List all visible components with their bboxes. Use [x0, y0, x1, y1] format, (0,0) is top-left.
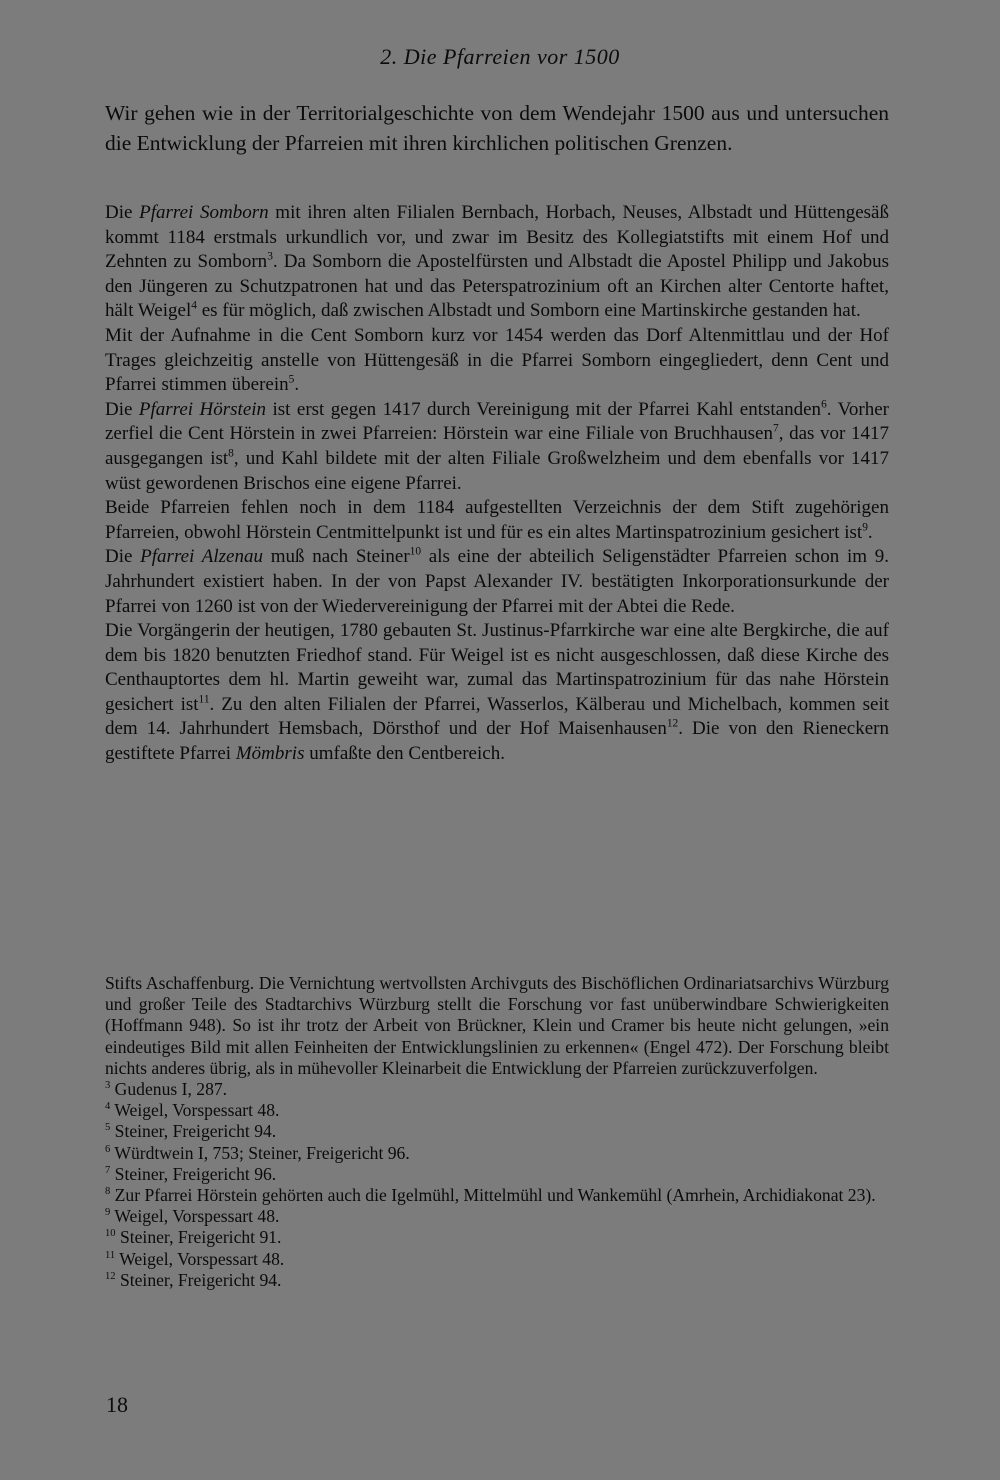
text-run: . Die von den Rieneckern gestiftete Pfarrei: [105, 718, 889, 765]
text-run: Die: [105, 398, 139, 420]
footnote-ref: 10: [409, 545, 422, 558]
text-run: . Da Somborn die Apostelfürsten und Albstadt die Apostel Philipp und Jakobus den Jüngeren zu Schutzpatronen hat und das Peterspatrozinium oft an Kirchen alter Centorte haftet, hält Weigel: [105, 251, 889, 322]
footnote-ref: 11: [198, 693, 210, 706]
text-run: . Zu den alten Filialen der Pfarrei, Wasserlos, Kälberau und Michelbach, kommen seit dem 14. Jahrhundert Hemsbach, Dörsthof und der Hof Maisenhausen: [105, 693, 890, 740]
emphasis: Pfarrei Hörstein: [138, 398, 267, 420]
footnote-text: Weigel, Vorspessart 48.: [115, 1248, 285, 1269]
text-run: umfaßte den Centbereich.: [304, 743, 505, 765]
footnote: [105, 1206, 889, 1227]
text-run: als eine der abteilich Seligenstädter Pfarreien schon im 9. Jahrhundert existiert haben. In der von Papst Alexander IV. bestätigten Inkorporationsurkunde der Pfarrei von 1260 ist von der Wiedervereinigung der Pfarrei mit der Abtei die Rede.: [105, 546, 889, 617]
footnote-text: Steiner, Freigericht 96.: [110, 1163, 277, 1184]
text-run: mit ihren alten Filialen Bernbach, Horbach, Neuses, Albstadt und Hüttengesäß kommt 1184 erstmals urkundlich vor, und zwar im Besitz des Kollegiatstifts mit einem Hof und Zehnten zu Somborn: [105, 202, 889, 273]
footnote-ref: 6: [821, 398, 827, 411]
text-run: .: [867, 521, 873, 543]
text-run: , das vor 1417 ausgegangen ist: [105, 423, 889, 469]
footnote-text: Weigel, Vorspessart 48.: [110, 1100, 280, 1121]
intro-paragraph: [105, 99, 889, 158]
paragraph-alzenau: [105, 545, 889, 619]
text-run: . Vorher zerfiel die Cent Hörstein in zwei Pfarreien: Hörstein war eine Filiale von Bruchhausen: [105, 398, 889, 445]
footnote: [105, 1079, 889, 1100]
footnote: [105, 1249, 889, 1270]
footnote: [105, 1164, 889, 1185]
footnote: [105, 1185, 889, 1206]
footnote-text: Zur Pfarrei Hörstein gehörten auch die Igelmühl, Mittelmühl und Wankemühl (Amrhein, Archidiakonat 23).: [110, 1185, 876, 1206]
paragraph-bergkirche: [105, 619, 889, 767]
footnote-text: Würdtwein I, 753; Steiner, Freigericht 96.: [110, 1142, 410, 1163]
footnote-text: Steiner, Freigericht 91.: [115, 1227, 282, 1248]
footnote-ref: 9: [862, 521, 868, 534]
footnote-text: Steiner, Freigericht 94.: [115, 1269, 282, 1290]
paragraph-verzeichnis: [105, 496, 889, 545]
text-run: Die: [105, 546, 141, 568]
footnote-ref: 5: [288, 373, 295, 386]
footnote: [105, 1270, 889, 1291]
footnote-text: Gudenus I, 287.: [110, 1079, 228, 1100]
text-run: es für möglich, daß zwischen Albstadt und Somborn eine Martinskirche gestanden hat.: [196, 300, 861, 322]
footnote-number: 5: [105, 1122, 111, 1134]
footnote-text: Weigel, Vorspessart 48.: [110, 1206, 280, 1227]
main-text: [105, 201, 889, 767]
emphasis: Mömbris: [235, 743, 305, 765]
footnote-number: 7: [105, 1164, 111, 1176]
footnote-number: 3: [105, 1080, 111, 1092]
footnote-number: 8: [105, 1186, 111, 1198]
footnote: [105, 1100, 889, 1121]
text-run: muß nach Steiner: [262, 546, 410, 568]
footnote-number: 11: [105, 1249, 116, 1261]
paragraph-hoerstein: [105, 398, 889, 496]
footnote-number: 4: [105, 1101, 111, 1113]
footnotes: [105, 973, 889, 1291]
footnote: [105, 1143, 889, 1164]
footnote-ref: 8: [228, 447, 234, 460]
emphasis: Pfarrei Alzenau: [140, 546, 263, 568]
text-run: Die Vorgängerin der heutigen, 1780 gebauten St. Justinus-Pfarrkirche war eine alte Bergkirche, die auf dem bis 1820 benutzten Friedhof stand. Für Weigel ist es nicht ausgeschlossen, daß diese Kirche des Centhauptortes dem hl. Martin geweiht war, zumal das Martinspatrozinium für das nahe Hörstein gesichert ist: [105, 620, 889, 715]
footnote-ref: 4: [191, 300, 197, 313]
section-heading: 2. Die Pfarreien vor 1500: [380, 44, 620, 69]
text-run: .: [294, 374, 300, 396]
paragraph-cent-somborn: [105, 324, 889, 398]
footnote-text: Steiner, Freigericht 94.: [110, 1121, 277, 1142]
footnote-ref: 7: [772, 423, 779, 436]
page-number: 18: [106, 1392, 128, 1417]
footnote: [105, 1227, 889, 1248]
text-run: ist erst gegen 1417 durch Vereinigung mit der Pfarrei Kahl entstanden: [266, 398, 822, 420]
text-run: , und Kahl bildete mit der alten Filiale Großwelzheim und dem ebenfalls vor 1417 wüst gewordenen Brischos eine eigene Pfarrei.: [105, 447, 889, 494]
footnote-number: 9: [105, 1207, 111, 1219]
intro-text: Wir gehen wie in der Territorialgeschichte von dem Wendejahr 1500 aus und untersuchen die Entwicklung der Pfarreien mit ihren kirchlichen politischen Grenzen.: [105, 101, 889, 155]
footnote: [105, 1121, 889, 1142]
emphasis: Pfarrei Somborn: [139, 202, 269, 223]
text-run: Die: [105, 202, 140, 223]
footnote-number: 12: [105, 1270, 116, 1282]
footnote-continuation: Stifts Aschaffenburg. Die Vernichtung wertvollsten Archivguts des Bischöflichen Ordinariatsarchivs Würzburg und großer Teile des Stadtarchivs Würzburg stellt die Forschung vor fast unüberwindbare Schwierigkeiten (Hoffmann 948). So ist ihr trotz der Arbeit von Brückner, Klein und Cramer bis heute nicht gelungen, »ein eindeutiges Bild mit allen Feinheiten der Entwicklungslinien zu erkennen« (Engel 472). Der Forschung bleibt nichts anderes übrig, als in mühevoller Kleinarbeit die Entwicklung der Pfarreien zurückzuverfolgen.: [105, 973, 889, 1078]
footnote-ref: 12: [666, 718, 679, 731]
footnote-ref: 3: [267, 250, 273, 263]
text-run: Mit der Aufnahme in die Cent Somborn kurz vor 1454 werden das Dorf Altenmittlau und der Hof Trages gleichzeitig anstelle von Hüttengesäß in die Pfarrei Somborn eingegliedert, denn Cent und Pfarrei stimmen überein: [105, 324, 889, 396]
text-run: Beide Pfarreien fehlen noch in dem 1184 aufgestellten Verzeichnis der dem Stift zugehörigen Pfarreien, obwohl Hörstein Centmittelpunkt ist und für es ein altes Martinspatrozinium gesichert ist: [105, 497, 889, 543]
paragraph-somborn: [105, 201, 889, 324]
footnote-number: 10: [105, 1228, 116, 1240]
footnote-number: 6: [105, 1143, 111, 1155]
